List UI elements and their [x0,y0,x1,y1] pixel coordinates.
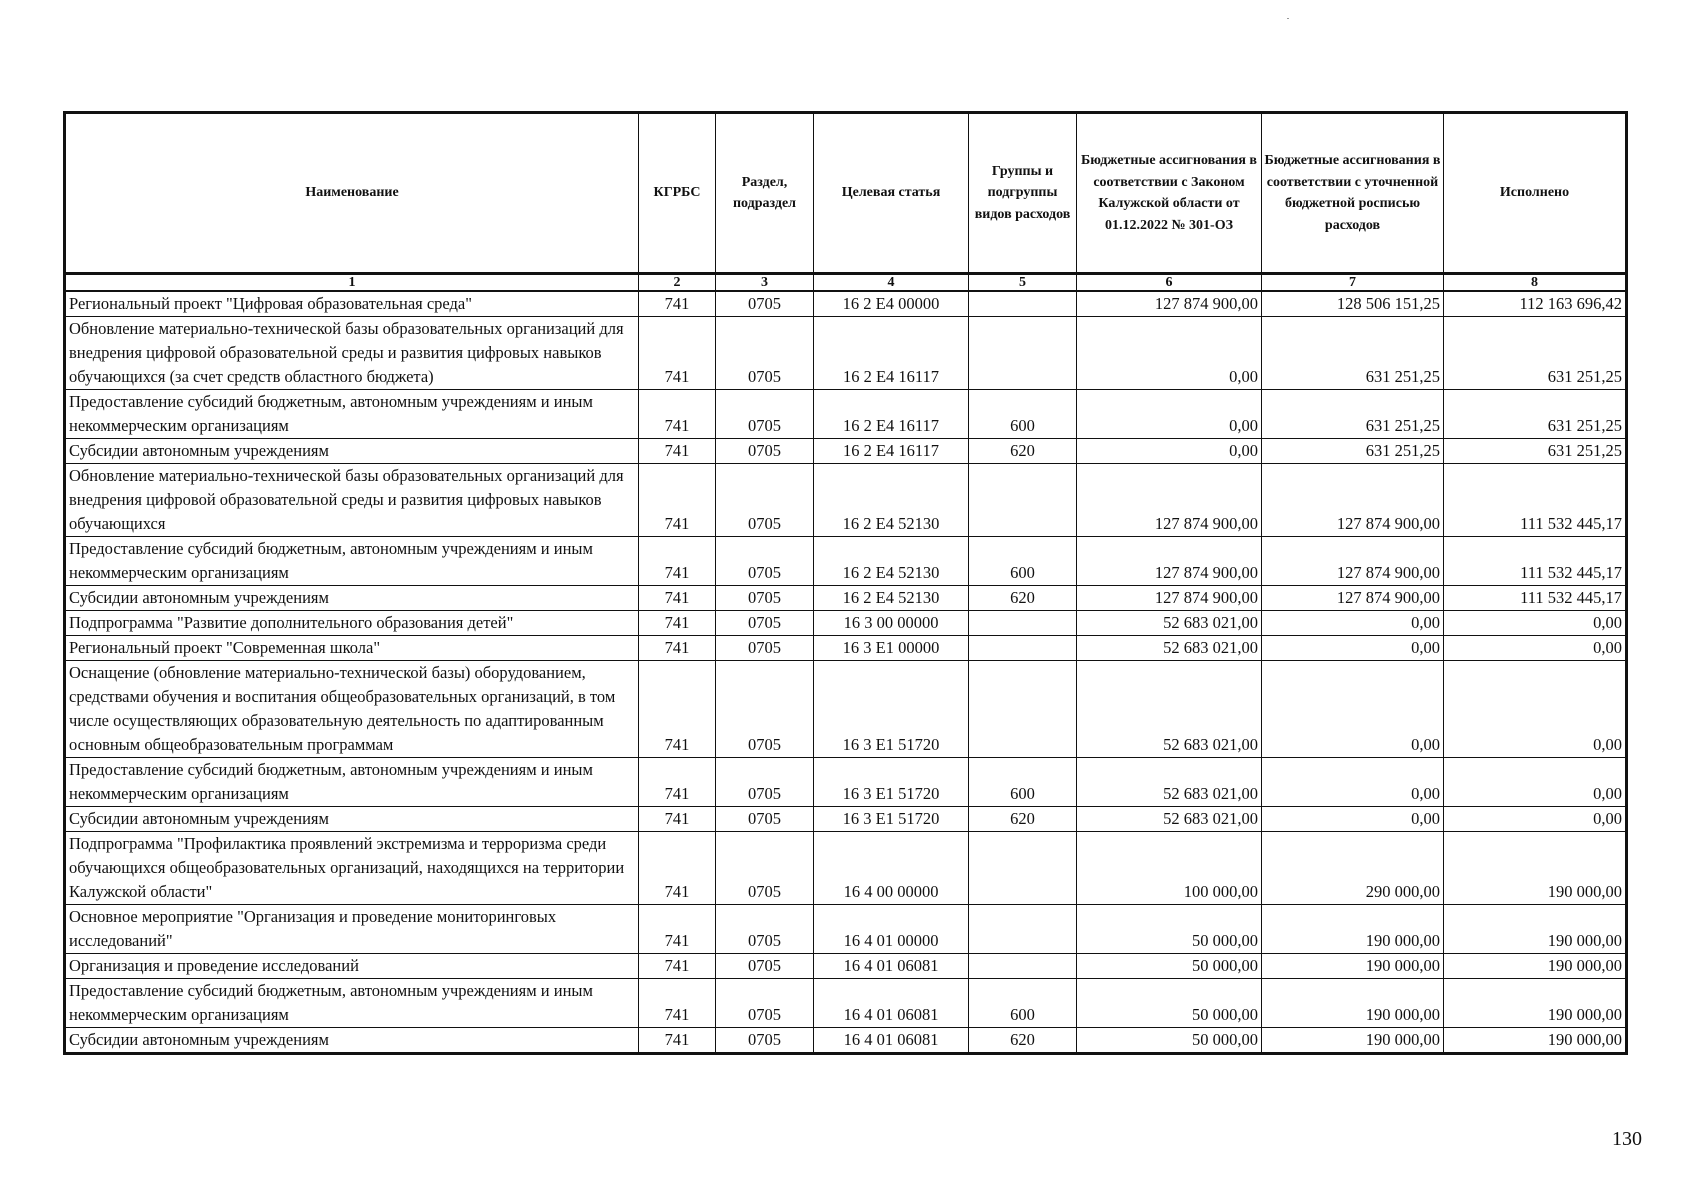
column-number: 2 [639,274,716,292]
row-law-amount: 0,00 [1077,390,1262,439]
row-target-article: 16 2 E4 16117 [814,390,969,439]
row-executed-amount: 0,00 [1444,636,1627,661]
row-law-amount: 127 874 900,00 [1077,537,1262,586]
row-target-article: 16 4 01 06081 [814,954,969,979]
row-expense-group: 620 [969,439,1077,464]
row-target-article: 16 2 E4 00000 [814,291,969,317]
row-law-amount: 50 000,00 [1077,954,1262,979]
table-row [65,979,1627,1028]
scan-speck [1287,18,1289,19]
row-executed-amount: 190 000,00 [1444,1028,1627,1054]
row-section: 0705 [716,464,814,537]
row-target-article: 16 3 00 00000 [814,611,969,636]
row-kgrbs: 741 [639,979,716,1028]
header-refined: Бюджетные ассигнования в соответствии с уточненной бюджетной росписью расходов [1262,113,1444,274]
row-kgrbs: 741 [639,586,716,611]
row-section: 0705 [716,979,814,1028]
row-expense-group: 600 [969,979,1077,1028]
row-section: 0705 [716,586,814,611]
row-target-article: 16 2 E4 52130 [814,586,969,611]
row-target-article: 16 3 E1 51720 [814,661,969,758]
row-refined-amount: 190 000,00 [1262,1028,1444,1054]
row-section: 0705 [716,537,814,586]
column-number: 7 [1262,274,1444,292]
row-law-amount: 52 683 021,00 [1077,611,1262,636]
row-name: Основное мероприятие "Организация и проведение мониторинговых исследований" [65,905,639,954]
header-law: Бюджетные ассигнования в соответствии с Законом Калужской области от 01.12.2022 № 301-ОЗ [1077,113,1262,274]
row-kgrbs: 741 [639,807,716,832]
row-kgrbs: 741 [639,464,716,537]
header-name: Наименование [65,113,639,274]
row-law-amount: 127 874 900,00 [1077,464,1262,537]
row-law-amount: 50 000,00 [1077,905,1262,954]
row-refined-amount: 127 874 900,00 [1262,586,1444,611]
row-law-amount: 127 874 900,00 [1077,291,1262,317]
row-target-article: 16 2 E4 16117 [814,317,969,390]
table-row [65,807,1627,832]
table-row [65,390,1627,439]
row-kgrbs: 741 [639,291,716,317]
row-kgrbs: 741 [639,611,716,636]
table-row [65,464,1627,537]
row-expense-group [969,832,1077,905]
row-expense-group: 620 [969,807,1077,832]
row-law-amount: 50 000,00 [1077,979,1262,1028]
row-expense-group [969,905,1077,954]
row-refined-amount: 0,00 [1262,636,1444,661]
row-section: 0705 [716,390,814,439]
row-kgrbs: 741 [639,317,716,390]
row-expense-group: 600 [969,758,1077,807]
row-executed-amount: 112 163 696,42 [1444,291,1627,317]
row-expense-group: 600 [969,390,1077,439]
row-name: Организация и проведение исследований [65,954,639,979]
row-expense-group [969,317,1077,390]
row-target-article: 16 2 E4 52130 [814,537,969,586]
row-name: Обновление материально-технической базы образовательных организаций для внедрения цифровой образовательной среды и развития цифровых навыков обучающихся [65,464,639,537]
row-executed-amount: 631 251,25 [1444,390,1627,439]
row-kgrbs: 741 [639,832,716,905]
row-executed-amount: 190 000,00 [1444,905,1627,954]
row-executed-amount: 0,00 [1444,611,1627,636]
row-target-article: 16 3 E1 51720 [814,758,969,807]
row-refined-amount: 0,00 [1262,611,1444,636]
row-target-article: 16 3 E1 00000 [814,636,969,661]
header-group: Группы и подгруппы видов расходов [969,113,1077,274]
row-refined-amount: 127 874 900,00 [1262,464,1444,537]
row-refined-amount: 128 506 151,25 [1262,291,1444,317]
row-law-amount: 127 874 900,00 [1077,586,1262,611]
row-name: Субсидии автономным учреждениям [65,1028,639,1054]
row-executed-amount: 0,00 [1444,807,1627,832]
row-expense-group: 600 [969,537,1077,586]
table-row [65,661,1627,758]
row-name: Предоставление субсидий бюджетным, автономным учреждениям и иным некоммерческим организациям [65,537,639,586]
row-kgrbs: 741 [639,537,716,586]
row-target-article: 16 2 E4 52130 [814,464,969,537]
table-row [65,586,1627,611]
column-number: 4 [814,274,969,292]
row-expense-group [969,611,1077,636]
row-target-article: 16 3 E1 51720 [814,807,969,832]
row-name: Субсидии автономным учреждениям [65,586,639,611]
row-target-article: 16 4 01 00000 [814,905,969,954]
row-refined-amount: 127 874 900,00 [1262,537,1444,586]
header-row [65,113,1627,274]
row-executed-amount: 0,00 [1444,661,1627,758]
row-name: Субсидии автономным учреждениям [65,439,639,464]
row-refined-amount: 631 251,25 [1262,439,1444,464]
row-name: Региональный проект "Современная школа" [65,636,639,661]
row-section: 0705 [716,317,814,390]
table-row [65,291,1627,317]
row-expense-group: 620 [969,586,1077,611]
row-section: 0705 [716,954,814,979]
column-number: 1 [65,274,639,292]
row-name: Субсидии автономным учреждениям [65,807,639,832]
row-expense-group [969,661,1077,758]
header-target: Целевая статья [814,113,969,274]
row-kgrbs: 741 [639,758,716,807]
row-refined-amount: 190 000,00 [1262,954,1444,979]
row-target-article: 16 4 00 00000 [814,832,969,905]
row-name: Подпрограмма "Развитие дополнительного образования детей" [65,611,639,636]
row-name: Обновление материально-технической базы образовательных организаций для внедрения цифровой образовательной среды и развития цифровых навыков обучающихся (за счет средств областного бюджета) [65,317,639,390]
row-refined-amount: 190 000,00 [1262,979,1444,1028]
row-kgrbs: 741 [639,661,716,758]
row-expense-group: 620 [969,1028,1077,1054]
table-row [65,317,1627,390]
row-executed-amount: 111 532 445,17 [1444,537,1627,586]
row-refined-amount: 0,00 [1262,758,1444,807]
row-refined-amount: 290 000,00 [1262,832,1444,905]
row-law-amount: 0,00 [1077,439,1262,464]
row-name: Оснащение (обновление материально-технической базы) оборудованием, средствами обучения и воспитания общеобразовательных организаций, в том числе осуществляющих образовательную деятельность по адаптированным основным общеобразовательным программам [65,661,639,758]
row-target-article: 16 4 01 06081 [814,979,969,1028]
row-kgrbs: 741 [639,905,716,954]
row-name: Предоставление субсидий бюджетным, автономным учреждениям и иным некоммерческим организациям [65,758,639,807]
row-executed-amount: 111 532 445,17 [1444,464,1627,537]
row-law-amount: 52 683 021,00 [1077,661,1262,758]
row-refined-amount: 631 251,25 [1262,317,1444,390]
column-number: 8 [1444,274,1627,292]
row-section: 0705 [716,807,814,832]
table-row [65,758,1627,807]
row-section: 0705 [716,439,814,464]
header-executed: Исполнено [1444,113,1627,274]
row-refined-amount: 0,00 [1262,807,1444,832]
header-section: Раздел, подраздел [716,113,814,274]
row-section: 0705 [716,832,814,905]
row-executed-amount: 631 251,25 [1444,317,1627,390]
row-name: Предоставление субсидий бюджетным, автономным учреждениям и иным некоммерческим организациям [65,390,639,439]
page-number: 130 [1612,1128,1642,1150]
column-number: 3 [716,274,814,292]
table-row [65,954,1627,979]
row-law-amount: 52 683 021,00 [1077,807,1262,832]
row-target-article: 16 2 E4 16117 [814,439,969,464]
row-section: 0705 [716,661,814,758]
table-row [65,611,1627,636]
row-kgrbs: 741 [639,390,716,439]
row-expense-group [969,636,1077,661]
row-expense-group [969,954,1077,979]
row-refined-amount: 0,00 [1262,661,1444,758]
row-section: 0705 [716,636,814,661]
row-section: 0705 [716,1028,814,1054]
table-row [65,905,1627,954]
header-kgrbs: КГРБС [639,113,716,274]
row-executed-amount: 190 000,00 [1444,979,1627,1028]
row-kgrbs: 741 [639,636,716,661]
column-number-row [65,274,1627,292]
row-law-amount: 0,00 [1077,317,1262,390]
column-number: 6 [1077,274,1262,292]
row-target-article: 16 4 01 06081 [814,1028,969,1054]
row-executed-amount: 0,00 [1444,758,1627,807]
table-row [65,439,1627,464]
row-executed-amount: 631 251,25 [1444,439,1627,464]
table-row [65,832,1627,905]
row-refined-amount: 631 251,25 [1262,390,1444,439]
row-law-amount: 50 000,00 [1077,1028,1262,1054]
row-section: 0705 [716,905,814,954]
row-section: 0705 [716,291,814,317]
row-section: 0705 [716,611,814,636]
row-expense-group [969,291,1077,317]
row-law-amount: 100 000,00 [1077,832,1262,905]
column-number: 5 [969,274,1077,292]
table-row [65,537,1627,586]
row-executed-amount: 190 000,00 [1444,832,1627,905]
table-row [65,636,1627,661]
row-kgrbs: 741 [639,954,716,979]
row-executed-amount: 111 532 445,17 [1444,586,1627,611]
table-row [65,1028,1627,1054]
row-refined-amount: 190 000,00 [1262,905,1444,954]
row-kgrbs: 741 [639,1028,716,1054]
row-expense-group [969,464,1077,537]
row-section: 0705 [716,758,814,807]
row-executed-amount: 190 000,00 [1444,954,1627,979]
row-law-amount: 52 683 021,00 [1077,758,1262,807]
row-kgrbs: 741 [639,439,716,464]
row-name: Подпрограмма "Профилактика проявлений экстремизма и терроризма среди обучающихся общеобразовательных организаций, находящихся на территории Калужской области" [65,832,639,905]
row-law-amount: 52 683 021,00 [1077,636,1262,661]
row-name: Предоставление субсидий бюджетным, автономным учреждениям и иным некоммерческим организациям [65,979,639,1028]
budget-table [63,111,1628,1055]
row-name: Региональный проект "Цифровая образовательная среда" [65,291,639,317]
